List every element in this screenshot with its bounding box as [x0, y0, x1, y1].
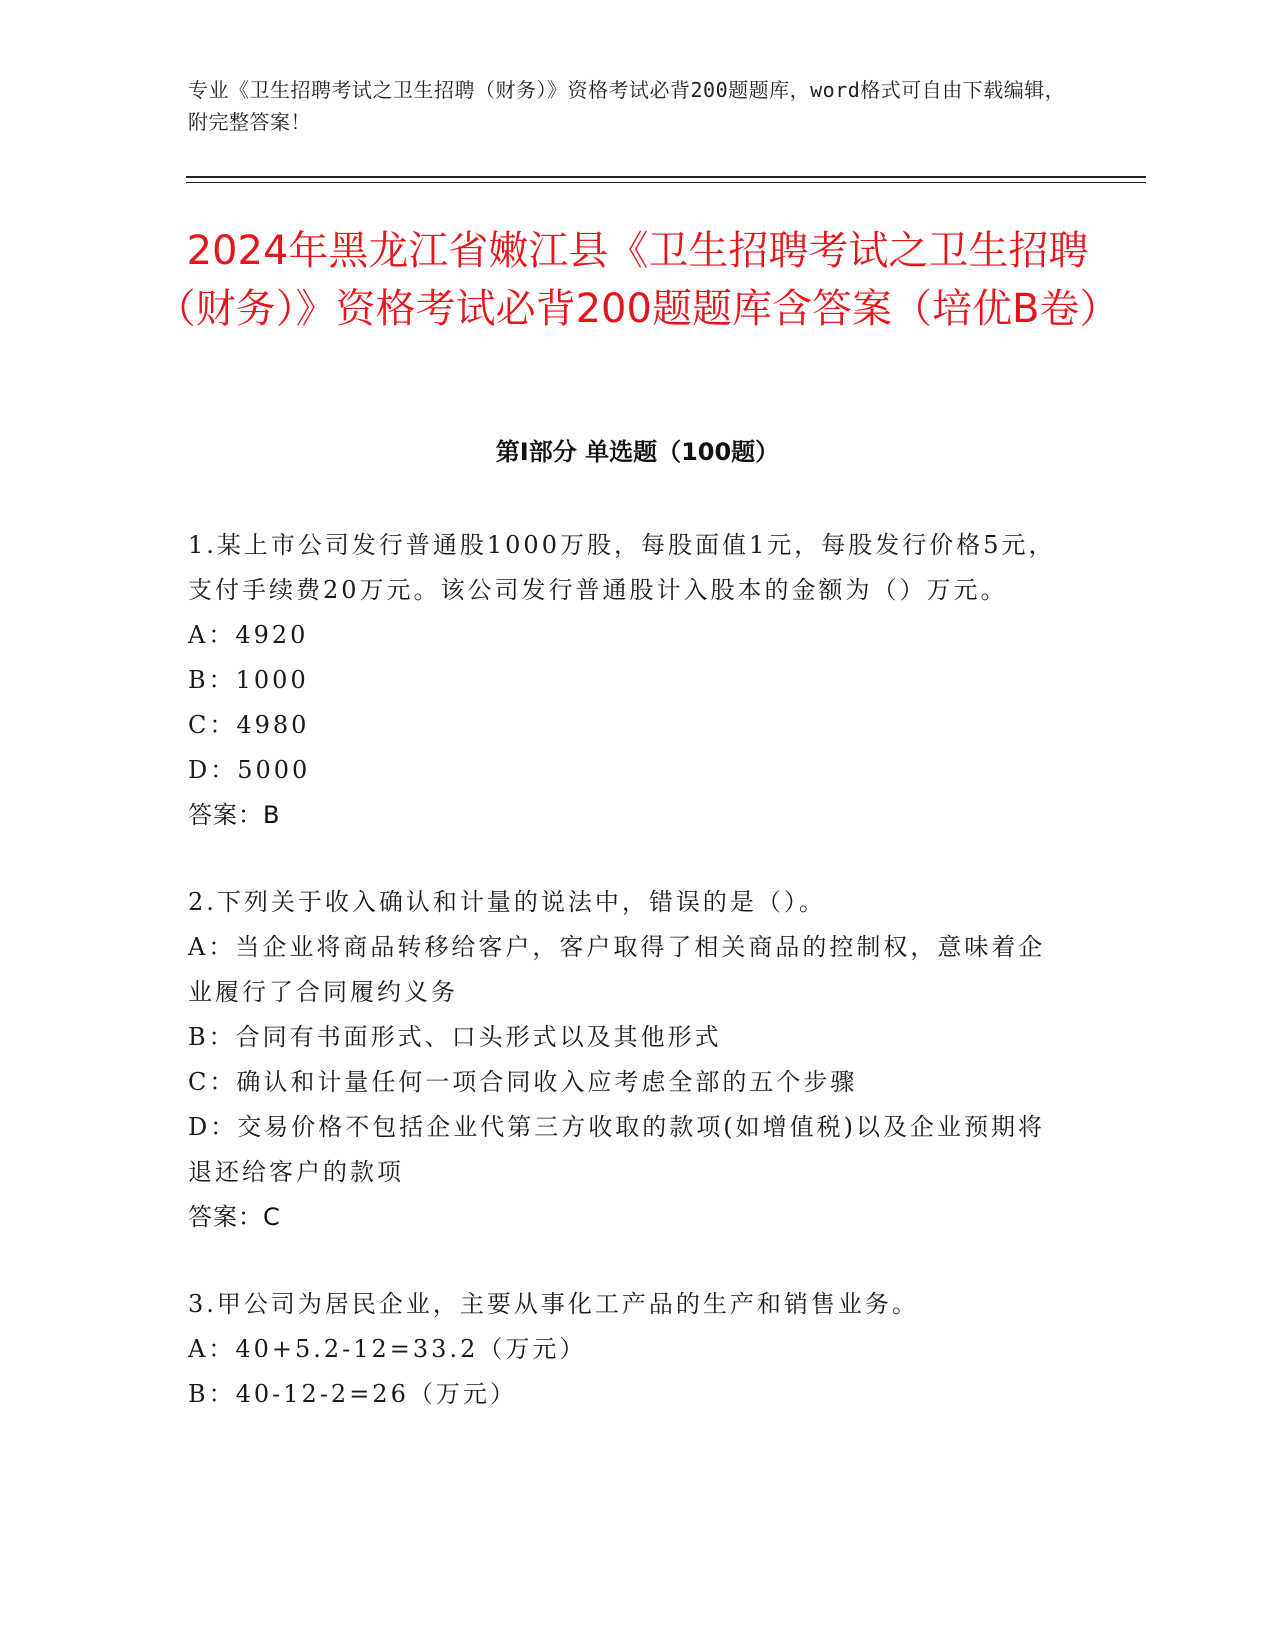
question-2 [188, 880, 1068, 1240]
question-option-c: C：4980 [188, 711, 310, 739]
question-option-b: B：40-12-2=26（万元） [188, 1380, 517, 1408]
question-answer: 答案：C [188, 1203, 281, 1231]
question-1 [188, 523, 1068, 838]
question-stem: 3.甲公司为居民企业，主要从事化工产品的生产和销售业务。 [188, 1290, 919, 1318]
question-stem: 1.某上市公司发行普通股1000万股，每股面值1元，每股发行价格5元，支付手续费20万元。该公司发行普通股计入股本的金额为（）万元。 [188, 531, 1056, 604]
question-option-c: C：确认和计量任何一项合同收入应考虑全部的五个步骤 [188, 1068, 858, 1096]
question-option-b: B：合同有书面形式、口头形式以及其他形式 [188, 1023, 722, 1051]
document-title: 2024年黑龙江省嫩江县《卫生招聘考试之卫生招聘（财务）》资格考试必背200题题库含答案（培优B卷） [155, 228, 1120, 332]
question-3 [188, 1282, 1068, 1417]
question-list [188, 523, 1068, 1459]
header-divider-thick [186, 176, 1146, 178]
question-option-b: B：1000 [188, 666, 309, 694]
question-option-d: D：5000 [188, 756, 311, 784]
header-note: 专业《卫生招聘考试之卫生招聘（财务）》资格考试必背200题题库，word格式可自由下载编辑，附完整答案！ [188, 78, 1066, 134]
question-option-a: A：当企业将商品转移给客户，客户取得了相关商品的控制权，意味着企业履行了合同履约义务 [188, 933, 1046, 1006]
question-option-a: A：4920 [188, 621, 309, 649]
question-option-d: D：交易价格不包括企业代第三方收取的款项(如增值税)以及企业预期将退还给客户的款项 [188, 1113, 1045, 1186]
question-option-a: A：40+5.2-12=33.2（万元） [188, 1335, 587, 1363]
section-title: 第Ⅰ部分 单选题（100题） [495, 438, 780, 466]
header-divider-thin [186, 182, 1146, 183]
question-stem: 2.下列关于收入确认和计量的说法中，错误的是（）。 [188, 888, 826, 916]
question-answer: 答案：B [188, 801, 281, 829]
